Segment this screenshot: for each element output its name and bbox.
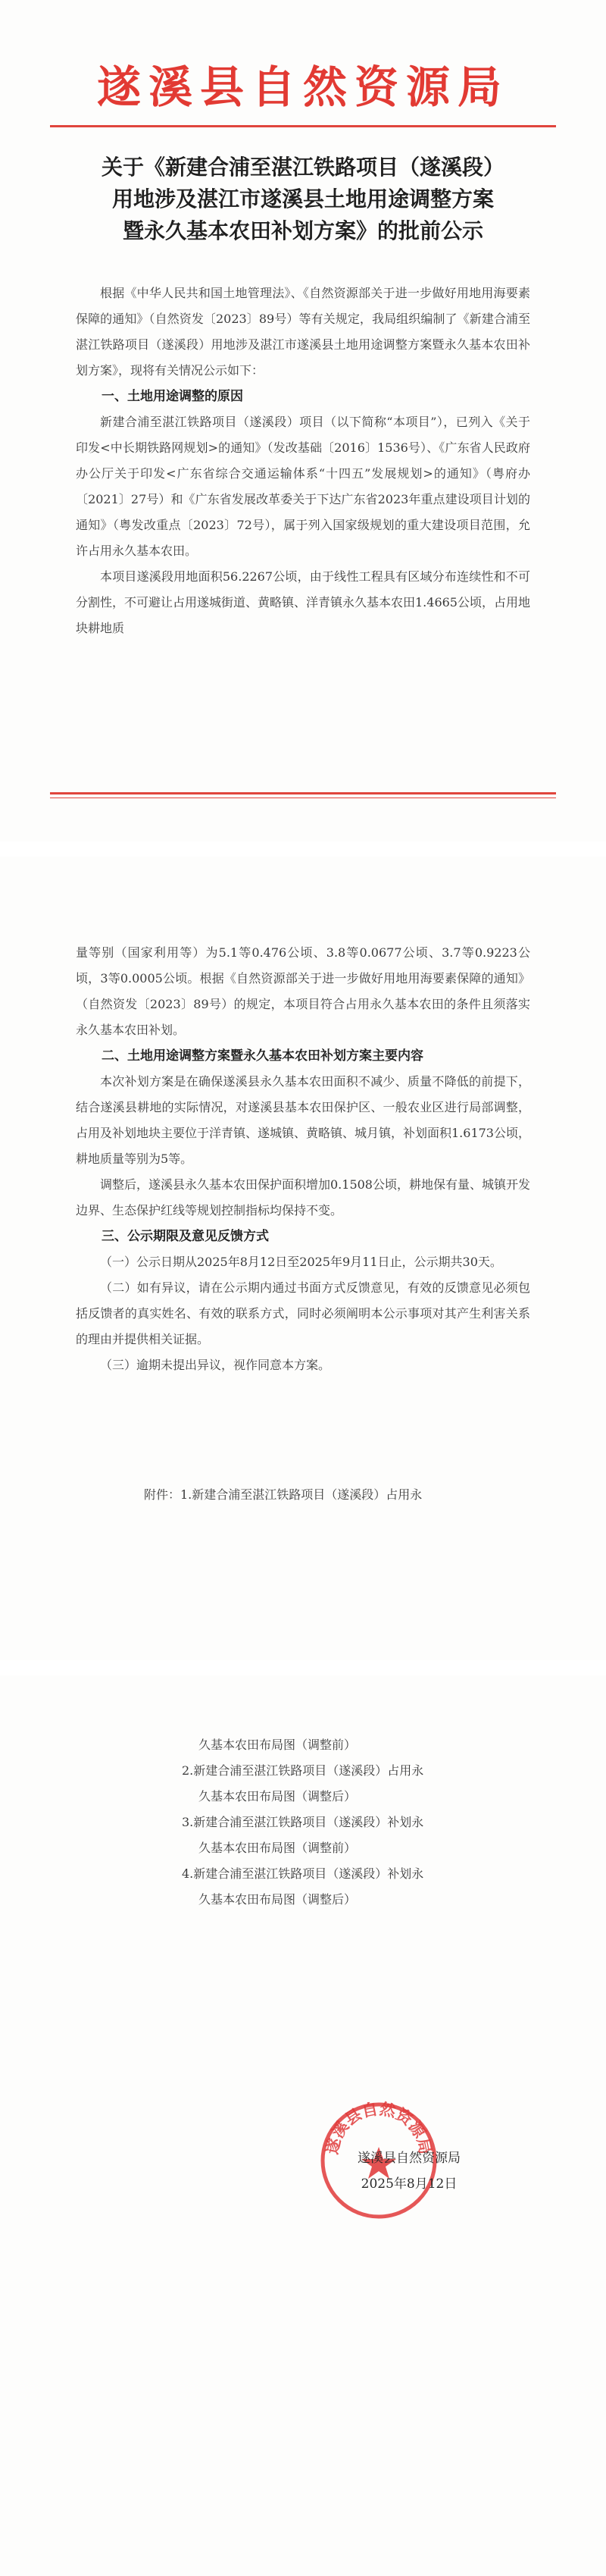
- attachment-line: 久基本农田布局图（调整前）: [198, 1841, 357, 1855]
- section1-paragraph-1: 新建合浦至湛江铁路项目（遂溪段）项目（以下简称“本项目”），已列入《关于印发<中长期铁路网规划>的通知》（发改基础〔2016〕1536号）、《广东省人民政府办公厅关于印发<广东省综合交通运输体系“十四五”发展规划>的通知》（粤府办〔2021〕27号）和《广东省发展改革委关于下达广东省2023年重点建设项目计划的通知》（粤发改重点〔2023〕72号），属于列入国家级规划的重大建设项目范围，允许占用永久基本农田。: [76, 415, 530, 558]
- intro-paragraph: 根据《中华人民共和国土地管理法》、《自然资源部关于进一步做好用地用海要素保障的通知》（自然资发〔2023〕89号）等有关规定，我局组织编制了《新建合浦至湛江铁路项目（遂溪段）用地涉及湛江市遂溪县土地用途调整方案暨永久基本农田补划方案》，现将有关情况公示如下：: [76, 286, 530, 378]
- attachment-line: 久基本农田布局图（调整后）: [198, 1892, 357, 1907]
- page-gap: [0, 841, 606, 857]
- attachment-line: 久基本农田布局图（调整前）: [198, 1738, 357, 1752]
- footer-rule: [50, 792, 556, 794]
- document-page-3: [0, 1675, 606, 2576]
- document-page-1: [0, 0, 606, 841]
- attachment-line: 4.新建合浦至湛江铁路项目（遂溪段）补划永: [182, 1866, 424, 1881]
- section3-paragraph-3: （三）逾期未提出异议，视作同意本方案。: [100, 1358, 331, 1372]
- attachment-line: 久基本农田布局图（调整后）: [198, 1789, 357, 1804]
- section-heading-2: 二、土地用途调整方案暨永久基本农田补划方案主要内容: [102, 1048, 423, 1064]
- section1-paragraph-2: 本项目遂溪段用地面积56.2267公顷，由于线性工程具有区域分布连续性和不可分割性，不可避让占用遂城街道、黄略镇、洋青镇永久基本农田1.4665公顷，占用地块耕地质: [76, 569, 530, 635]
- signature-organization: 遂溪县自然资源局: [358, 2151, 461, 2166]
- notice-title: [61, 152, 545, 247]
- section3-paragraph-1: （一）公示日期从2025年8月12日至2025年9月11日止，公示期共30天。: [100, 1255, 502, 1269]
- attachment-item-1-start: 附件：1.新建合浦至湛江铁路项目（遂溪段）占用永: [144, 1487, 423, 1502]
- attachment-list: [182, 1732, 545, 1913]
- attachment-line: 2.新建合浦至湛江铁路项目（遂溪段）占用永: [182, 1763, 424, 1778]
- page1-body: [76, 280, 530, 641]
- section2-paragraph-1: 本次补划方案是在确保遂溪县永久基本农田面积不减少、质量不降低的前提下，结合遂溪县耕地的实际情况，对遂溪县基本农田保护区、一般农业区进行局部调整，占用及补划地块主要位于洋青镇、遂城镇、黄略镇、城月镇，补划面积1.6173公顷，耕地质量等别为5等。: [76, 1074, 530, 1166]
- attachment-header: [144, 1482, 568, 1508]
- svg-text:遂溪县自然资源局: 遂溪县自然资源局: [322, 2100, 436, 2156]
- section2-paragraph-2: 调整后，遂溪县永久基本农田保护面积增加0.1508公顷，耕地保有量、城镇开发边界、生态保护红线等规划控制指标均保持不变。: [76, 1177, 530, 1217]
- document-page-2: [0, 857, 606, 1660]
- section-heading-1: 一、土地用途调整的原因: [102, 389, 243, 404]
- attachment-line: 3.新建合浦至湛江铁路项目（遂溪段）补划永: [182, 1815, 424, 1829]
- page-gap: [0, 1660, 606, 1675]
- title-line-3: 暨永久基本农田补划方案》的批前公示: [122, 218, 483, 243]
- title-line-2: 用地涉及湛江市遂溪县土地用途调整方案: [111, 186, 494, 212]
- signature-date: 2025年8月12日: [361, 2176, 458, 2192]
- page2-body: [76, 940, 530, 1378]
- section-heading-3: 三、公示期限及意见反馈方式: [102, 1229, 269, 1244]
- masthead-rule: [50, 125, 556, 127]
- masthead: 遂溪县自然资源局: [96, 61, 509, 113]
- section1-continuation: 量等别（国家利用等）为5.1等0.476公顷、3.8等0.0677公顷、3.7等0.9223公顷，3等0.0005公顷。根据《自然资源部关于进一步做好用地用海要素保障的通知》（自然资发〔2023〕89号）的规定，本项目符合占用永久基本农田的条件且须落实永久基本农田补划。: [76, 945, 530, 1037]
- title-line-1: 关于《新建合浦至湛江铁路项目（遂溪段）: [101, 155, 504, 180]
- section3-paragraph-2: （二）如有异议，请在公示期内通过书面方式反馈意见，有效的反馈意见必须包括反馈者的真实姓名、有效的联系方式，同时必须阐明本公示事项对其产生利害关系的理由并提供相关证据。: [76, 1280, 530, 1346]
